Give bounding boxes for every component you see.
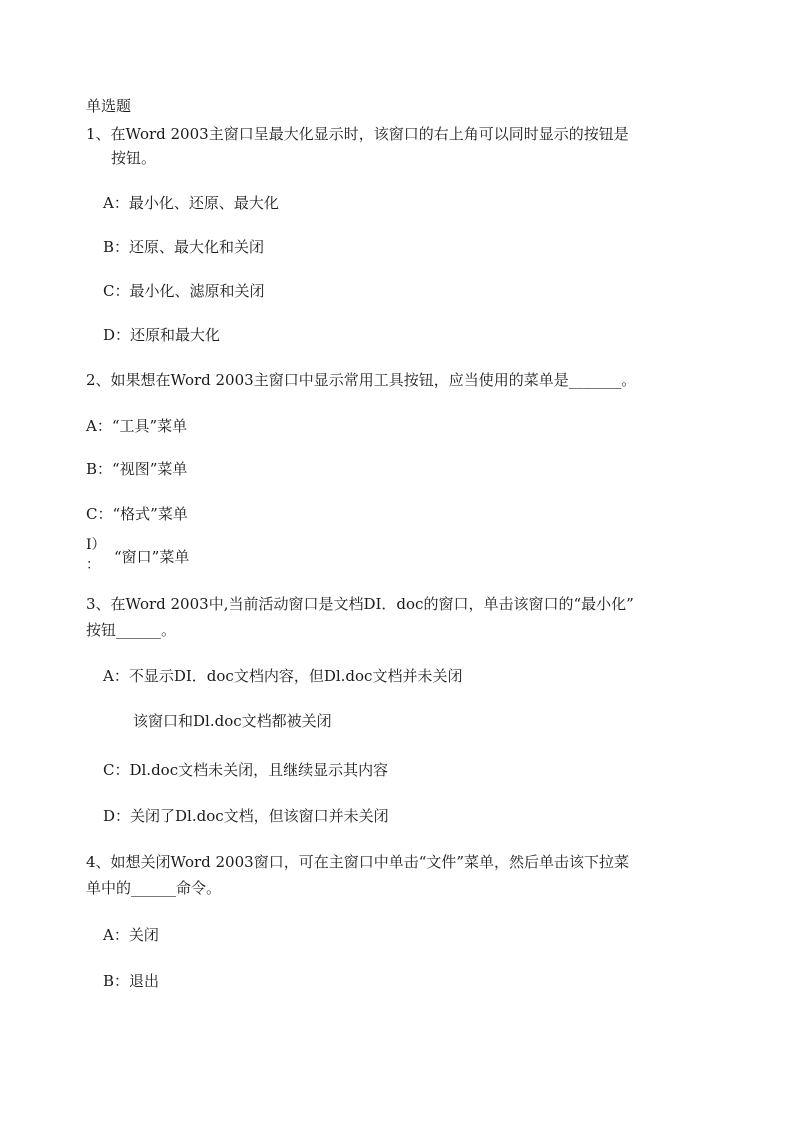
question-2-option-d-text: “窗口”菜单 bbox=[114, 548, 190, 566]
question-2-option-b: B：“视图”菜单 bbox=[86, 460, 188, 478]
question-1-option-b: B：还原、最大化和关闭 bbox=[103, 238, 265, 256]
question-1-stem-line2: 按钮。 bbox=[111, 149, 157, 167]
question-1-option-a: A：最小化、还原、最大化 bbox=[103, 194, 279, 212]
question-4-stem-line2: 单中的______命令。 bbox=[86, 879, 222, 897]
question-3-option-b: 该窗口和Dl.doc文档都被关闭 bbox=[133, 712, 332, 730]
question-2-option-d-prefix-bottom: ： bbox=[86, 557, 100, 573]
question-2-stem-line1: 2、如果想在Word 2003主窗口中显示常用工具按钮，应当使用的菜单是_______。 bbox=[86, 371, 637, 389]
question-2-option-d-prefix-top: I） bbox=[86, 537, 106, 553]
question-1-option-d: D：还原和最大化 bbox=[103, 326, 221, 344]
question-3-option-c: C：Dl.doc文档未关闭，且继续显示其内容 bbox=[103, 761, 389, 779]
question-1-stem-line1: 1、在Word 2003主窗口呈最大化显示时，该窗口的右上角可以同时显示的按钮是 bbox=[86, 125, 629, 143]
question-3-stem-line2: 按钮______。 bbox=[86, 621, 177, 639]
question-1-option-c: C：最小化、滤原和关闭 bbox=[103, 282, 265, 300]
question-4-option-b: B：退出 bbox=[103, 972, 160, 990]
question-4-stem-line1: 4、如想关闭Word 2003窗口，可在主窗口中单击“文件”菜单，然后单击该下拉菜 bbox=[86, 853, 630, 871]
question-3-stem-line1: 3、在Word 2003中,当前活动窗口是文档DI．doc的窗口，单击该窗口的“最小化” bbox=[86, 595, 634, 613]
question-2-option-a: A：“工具”菜单 bbox=[86, 417, 188, 435]
section-title: 单选题 bbox=[86, 97, 132, 115]
question-4-option-a: A：关闭 bbox=[103, 926, 159, 944]
question-3-option-d: D：关闭了Dl.doc文档，但该窗口并未关闭 bbox=[103, 807, 389, 825]
question-3-option-a: A：不显示DI．doc文档内容，但Dl.doc文档并未关闭 bbox=[103, 667, 463, 685]
question-2-option-c: C：“格式”菜单 bbox=[86, 505, 188, 523]
